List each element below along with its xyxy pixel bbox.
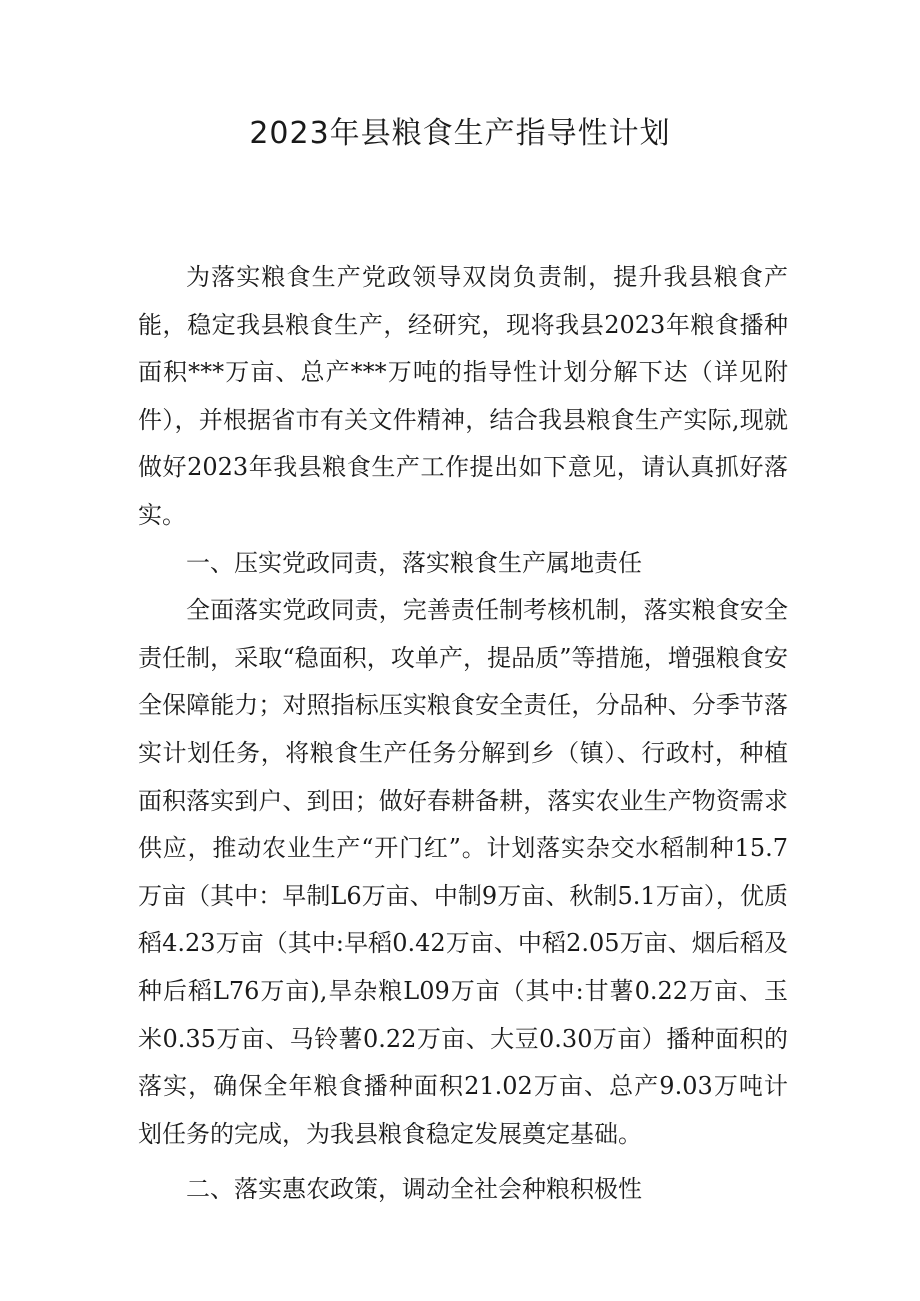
section-heading-2: 二、落实惠农政策，调动全社会种粮积极性 xyxy=(186,1175,642,1204)
document-title: 2023年县粮食生产指导性计划 xyxy=(249,116,671,151)
section-heading-1: 一、压实党政同责，落实粮食生产属地责任 xyxy=(186,548,642,577)
document-body xyxy=(138,254,788,1214)
section-1-paragraph: 全面落实党政同责，完善责任制考核机制，落实粮食安全责任制，采取“稳面积，攻单产，提品质”等措施，增强粮食安全保障能力；对照指标压实粮食安全责任，分品种、分季节落实计划任务，将粮食生产任务分解到乡（镇）、行政村，种植面积落实到户、到田；做好春耕备耕，落实农业生产物资需求供应，推动农业生产“开门红”。计划落实杂交水稻制种15.7万亩（其中：早制L6万亩、中制9万亩、秋制5.1万亩），优质稻4.23万亩（其中:早稻0.42万亩、中稻2.05万亩、烟后稻及种后稻L76万亩),旱杂粮L09万亩（其中:甘薯0.22万亩、玉米0.35万亩、马铃薯0.22万亩、大豆0.30万亩）播种面积的落实，确保全年粮食播种面积21.02万亩、总产9.03万吨计划任务的完成，为我县粮食稳定发展奠定基础。 xyxy=(138,596,788,1148)
intro-paragraph: 为落实粮食生产党政领导双岗负责制，提升我县粮食产能，稳定我县粮食生产，经研究，现将我县2023年粮食播种面积***万亩、总产***万吨的指导性计划分解下达（详见附件），并根据省市有关文件精神，结合我县粮食生产实际,现就做好2023年我县粮食生产工作提出如下意见，请认真抓好落实。 xyxy=(138,263,788,529)
